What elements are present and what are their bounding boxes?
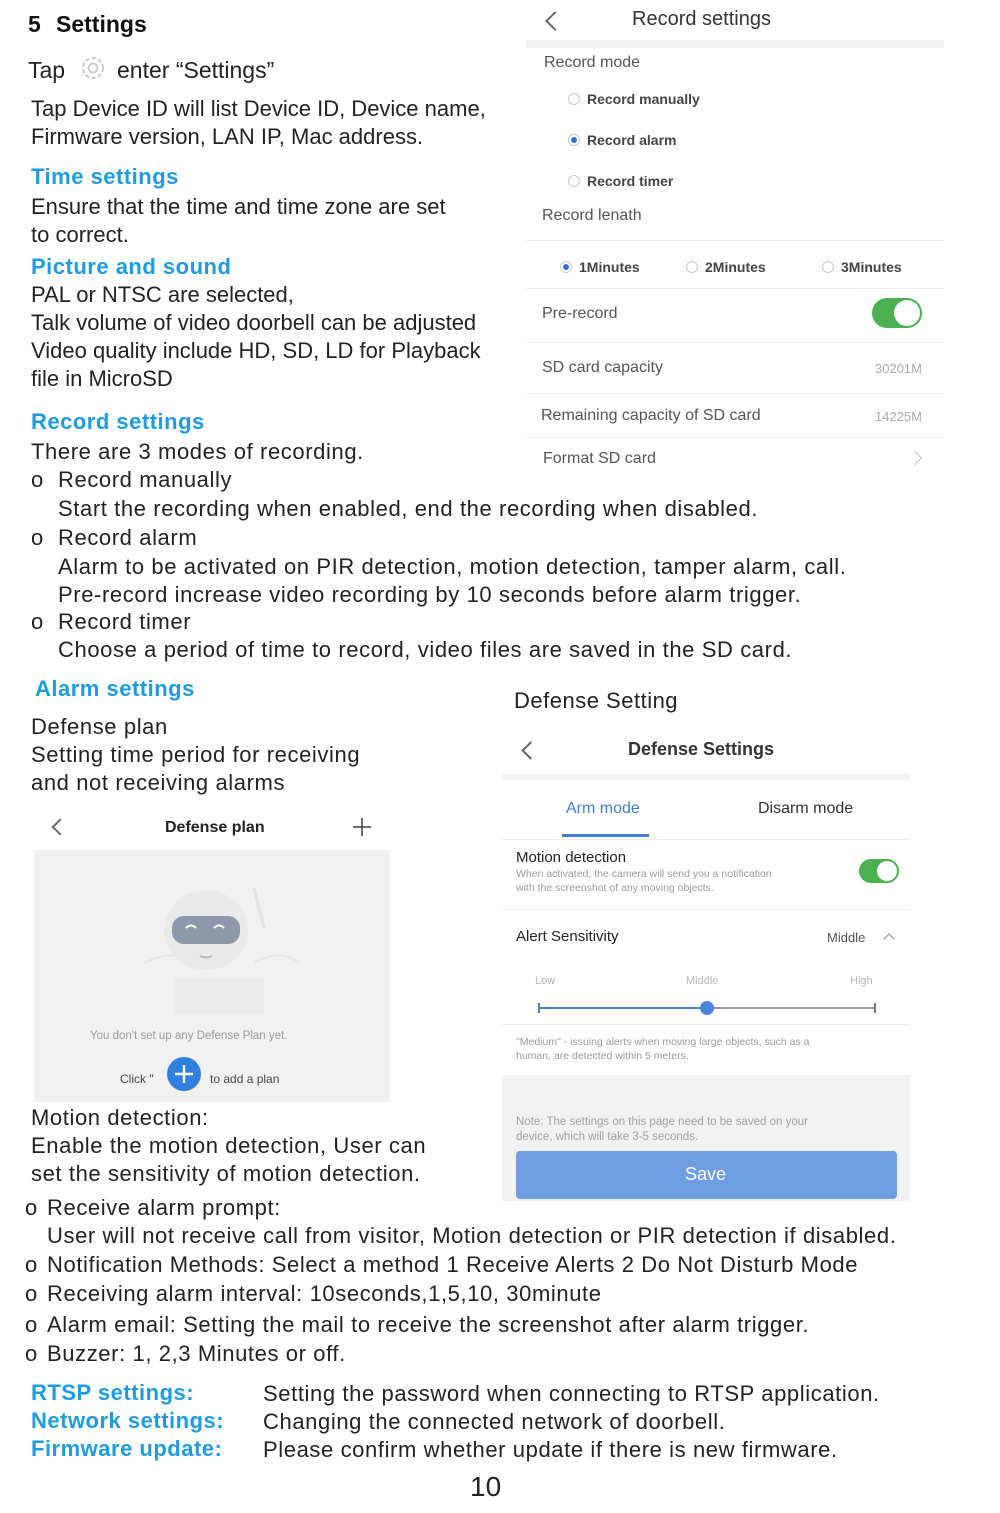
record-alarm-desc2: Pre-record increase video recording by 10 seconds before alarm trigger. — [58, 582, 802, 607]
picture-sound-line: PAL or NTSC are selected, — [31, 282, 294, 307]
medium-desc2: human, are detected within 5 meters. — [516, 1050, 689, 1062]
rtsp-settings-title: RTSP settings: — [31, 1380, 195, 1405]
robot-illustration — [134, 868, 304, 1018]
record-settings-intro: There are 3 modes of recording. — [31, 439, 364, 464]
format-sd-card-label[interactable]: Format SD card — [543, 450, 656, 467]
record-timer-desc: Choose a period of time to record, video files are saved in the SD card. — [58, 637, 793, 662]
bullet: o — [31, 525, 44, 550]
defense-plan-panel-title: Defense plan — [165, 819, 265, 836]
remaining-capacity-label: Remaining capacity of SD card — [541, 407, 761, 424]
prerecord-label: Pre-record — [542, 305, 618, 322]
tab-arm-underline — [562, 834, 649, 837]
save-button-label[interactable]: Save — [685, 1164, 727, 1184]
medium-desc1: "Medium" - issuing alerts when moving large objects, such as a — [516, 1036, 810, 1048]
empty-state-text: You don't set up any Defense Plan yet. — [90, 1030, 288, 1042]
plus-icon — [167, 1057, 201, 1091]
alarm-settings-title: Alarm settings — [35, 676, 195, 701]
tab-arm-mode[interactable]: Arm mode — [566, 800, 640, 817]
motion-detection-toggle[interactable] — [859, 859, 899, 883]
gear-icon — [78, 53, 108, 83]
picture-sound-title: Picture and sound — [31, 254, 232, 279]
sd-capacity-label: SD card capacity — [542, 359, 663, 376]
bullet: o — [25, 1312, 38, 1337]
section-number: 5 — [28, 11, 41, 37]
motion-detection-desc2: with the screenshot of any moving objects. — [516, 882, 714, 894]
sd-capacity-value: 30201M — [875, 361, 922, 376]
network-settings-desc: Changing the connected network of doorbell. — [263, 1409, 726, 1434]
plus-icon[interactable] — [352, 817, 372, 837]
buzzer: Buzzer: 1, 2,3 Minutes or off. — [47, 1341, 346, 1366]
firmware-update-desc: Please confirm whether update if there is new firmware. — [263, 1437, 838, 1462]
radio-2minutes[interactable] — [686, 261, 698, 273]
receive-alarm-prompt-desc: User will not receive call from visitor, Motion detection or PIR detection if disabled. — [47, 1223, 897, 1248]
rtsp-settings-desc: Setting the password when connecting to RTSP application. — [263, 1381, 880, 1406]
alert-sensitivity-value[interactable]: Middle — [827, 930, 866, 945]
motion-detection-line1: Enable the motion detection, User can — [31, 1133, 427, 1158]
defense-plan-line1: Setting time period for receiving — [31, 742, 361, 767]
tab-disarm-mode[interactable]: Disarm mode — [758, 800, 854, 817]
motion-detection-heading: Motion detection: — [31, 1105, 209, 1130]
tap-text: Tap — [28, 57, 66, 83]
defense-plan-title: Defense plan — [31, 714, 168, 739]
record-manually-title: Record manually — [58, 467, 233, 492]
chevron-right-icon[interactable] — [908, 451, 922, 465]
network-settings-title: Network settings: — [31, 1408, 225, 1433]
radio-record-alarm[interactable] — [568, 134, 580, 146]
time-settings-title: Time settings — [31, 164, 179, 189]
radio-3minutes[interactable] — [822, 261, 834, 273]
receiving-alarm-interval: Receiving alarm interval: 10seconds,1,5,10, 30minute — [47, 1281, 602, 1306]
defense-settings-title: Defense Settings — [628, 739, 775, 759]
defense-plan-panel — [34, 808, 390, 1102]
sensitivity-slider[interactable] — [538, 1002, 876, 1014]
add-plan-button[interactable] — [167, 1057, 201, 1091]
length-3minutes[interactable]: 3Minutes — [841, 259, 902, 275]
firmware-update-title: Firmware update: — [31, 1436, 223, 1461]
motion-detection-desc1: When activated, the camera will send you a notification — [516, 868, 772, 880]
back-chevron-icon[interactable] — [545, 11, 565, 31]
radio-record-timer[interactable] — [568, 175, 580, 187]
record-timer-title: Record timer — [58, 609, 192, 634]
bullet: o — [25, 1195, 38, 1220]
slider-fill — [538, 1007, 707, 1009]
record-panel-title: Record settings — [632, 8, 771, 30]
record-manually-desc: Start the recording when enabled, end the recording when disabled. — [58, 496, 759, 521]
section-title: Settings — [56, 11, 147, 37]
record-alarm-title: Record alarm — [58, 525, 198, 550]
device-id-line2: Firmware version, LAN IP, Mac address. — [31, 124, 424, 149]
radio-1minutes[interactable] — [560, 261, 572, 273]
bullet: o — [31, 609, 44, 634]
back-chevron-icon[interactable] — [521, 741, 539, 759]
notification-methods: Notification Methods: Select a method 1 Receive Alerts 2 Do Not Disturb Mode — [47, 1252, 859, 1277]
slider-thumb[interactable] — [700, 1001, 714, 1015]
time-settings-line2: to correct. — [31, 222, 129, 247]
slider-label-middle: Middle — [686, 975, 719, 987]
click-text: Click " — [120, 1072, 154, 1086]
bullet: o — [25, 1281, 38, 1306]
length-2minutes[interactable]: 2Minutes — [705, 259, 766, 275]
picture-sound-line: Video quality include HD, SD, LD for Playback — [31, 338, 481, 363]
record-mode-label: Record mode — [544, 54, 641, 71]
alert-sensitivity-label: Alert Sensitivity — [516, 928, 619, 945]
remaining-capacity-value: 14225M — [875, 409, 922, 424]
defense-plan-line2: and not receiving alarms — [31, 770, 286, 795]
bullet: o — [25, 1252, 38, 1277]
length-1minutes[interactable]: 1Minutes — [579, 259, 640, 275]
record-settings-title: Record settings — [31, 409, 205, 434]
time-settings-line1: Ensure that the time and time zone are set — [31, 194, 446, 219]
note-line1: Note: The settings on this page need to be saved on your — [516, 1116, 808, 1128]
bullet: o — [31, 467, 44, 492]
record-alarm-option[interactable]: Record alarm — [587, 132, 677, 148]
bullet: o — [25, 1341, 38, 1366]
slider-label-high: High — [850, 975, 873, 987]
add-plan-text: to add a plan — [210, 1072, 280, 1086]
picture-sound-line: Talk volume of video doorbell can be adjusted — [31, 310, 477, 335]
record-settings-panel — [526, 0, 944, 480]
slider-label-low: Low — [535, 975, 556, 987]
record-manually-option[interactable]: Record manually — [587, 91, 700, 107]
record-alarm-desc1: Alarm to be activated on PIR detection, motion detection, tamper alarm, call. — [58, 554, 847, 579]
motion-detection-title: Motion detection — [516, 849, 627, 866]
note-line2: device, which will take 3-5 seconds. — [516, 1131, 699, 1143]
alarm-email: Alarm email: Setting the mail to receive the screenshot after alarm trigger. — [47, 1312, 810, 1337]
motion-detection-line2: set the sensitivity of motion detection. — [31, 1161, 421, 1186]
chevron-up-icon[interactable] — [883, 933, 894, 944]
page-number: 10 — [470, 1471, 502, 1502]
receive-alarm-prompt-title: Receive alarm prompt: — [47, 1195, 281, 1220]
prerecord-toggle[interactable] — [872, 298, 922, 328]
back-chevron-icon[interactable] — [52, 819, 69, 836]
record-length-label: Record lenath — [542, 207, 642, 224]
defense-settings-panel — [502, 726, 910, 1201]
tap-enter-text: enter “Settings” — [117, 57, 275, 83]
radio-record-manually[interactable] — [568, 93, 580, 105]
device-id-line1: Tap Device ID will list Device ID, Device name, — [31, 96, 486, 121]
defense-setting-caption: Defense Setting — [514, 688, 679, 713]
record-timer-option[interactable]: Record timer — [587, 173, 674, 189]
picture-sound-line: file in MicroSD — [31, 366, 173, 391]
